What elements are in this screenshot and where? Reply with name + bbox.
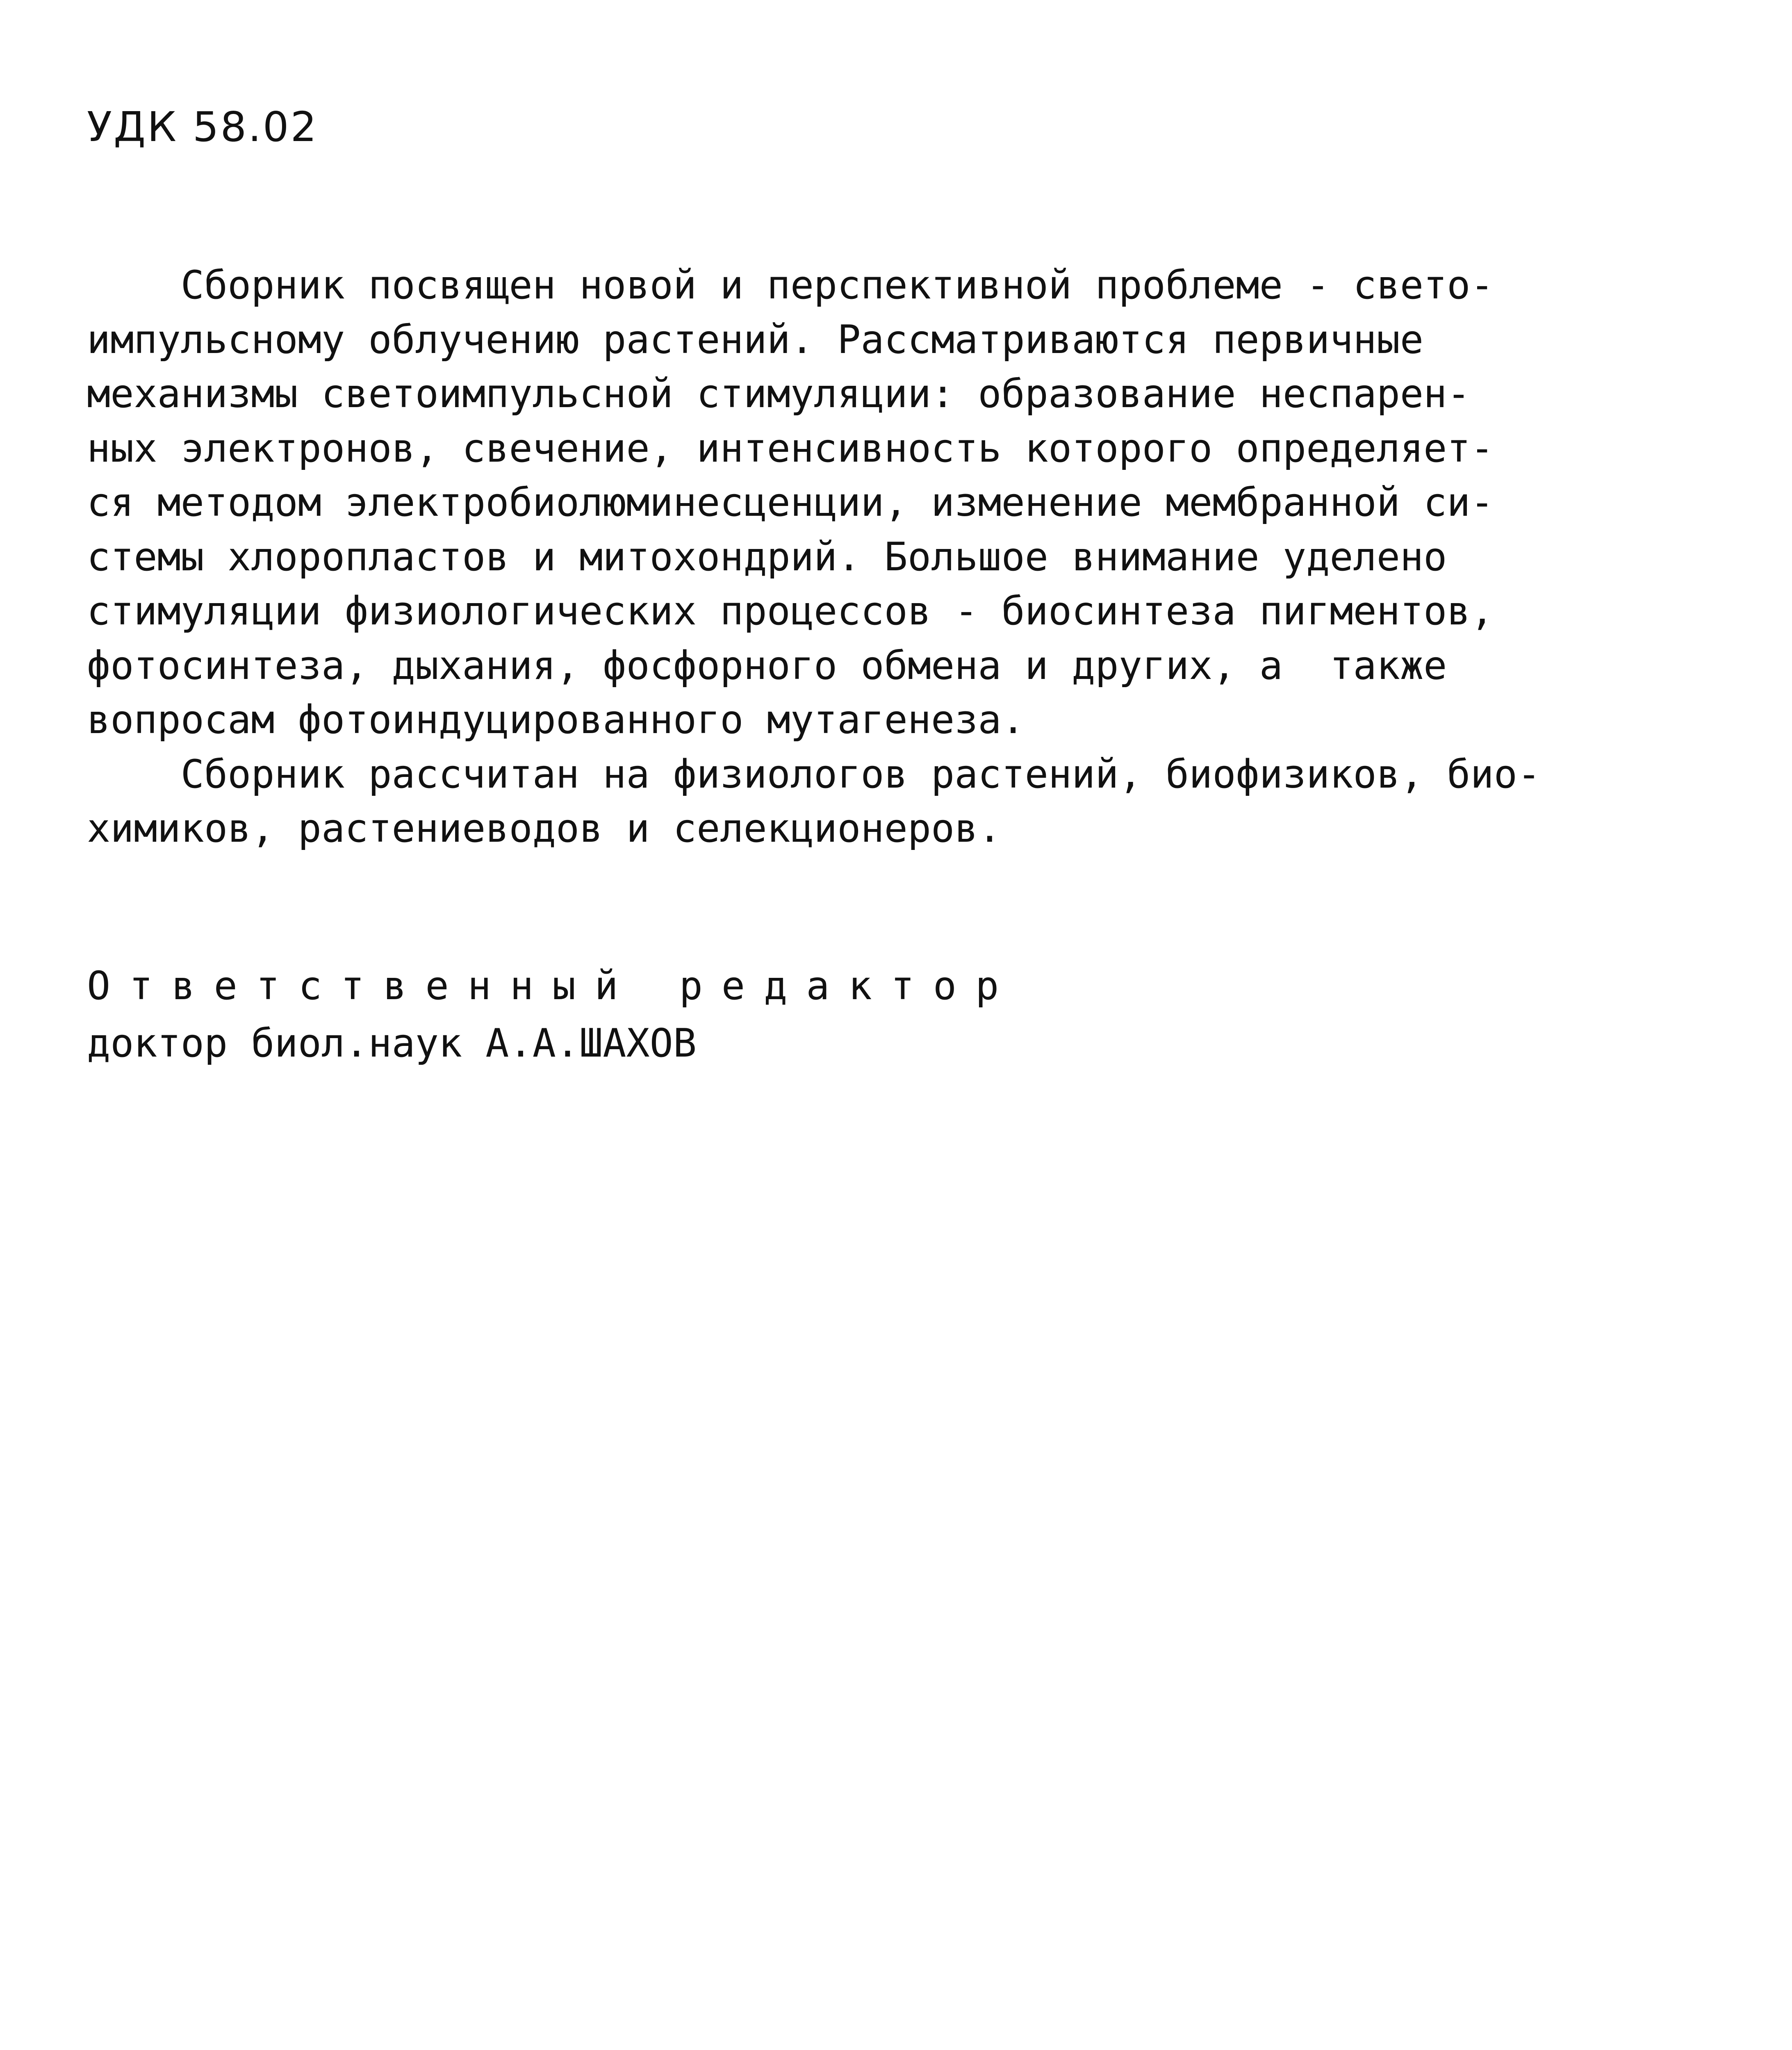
abstract-line: Сборник рассчитан на физиологов растений, биофизиков, био- [87, 752, 1541, 797]
abstract-line: ных электронов, свечение, интенсивность которого определяет- [87, 426, 1494, 471]
editor-block [87, 957, 1018, 1072]
udk-code: УДК 58.02 [87, 103, 319, 151]
abstract-line: Сборник посвящен новой и перспективной проблеме - свето- [87, 263, 1494, 308]
editor-role: Ответственный редактор [87, 963, 1018, 1009]
abstract-text [87, 258, 1710, 856]
editor-name: доктор биол.наук А.А.ШАХОВ [87, 1021, 697, 1066]
abstract-line: фотосинтеза, дыхания, фосфорного обмена и других, а также [87, 643, 1447, 688]
abstract-line: стимуляции физиологических процессов - биосинтеза пигментов, [87, 589, 1494, 634]
abstract-line: вопросам фотоиндуцированного мутагенеза. [87, 697, 1025, 743]
abstract-line: стемы хлоропластов и митохондрий. Большое внимание уделено [87, 534, 1447, 580]
abstract-line: ся методом электробиолюминесценции, изменение мембранной си- [87, 480, 1494, 525]
abstract-line: импульсному облучению растений. Рассматриваются первичные [87, 317, 1424, 362]
abstract-line: механизмы светоимпульсной стимуляции: образование неспарен- [87, 371, 1471, 417]
abstract-line: химиков, растениеводов и селекционеров. [87, 806, 1002, 851]
